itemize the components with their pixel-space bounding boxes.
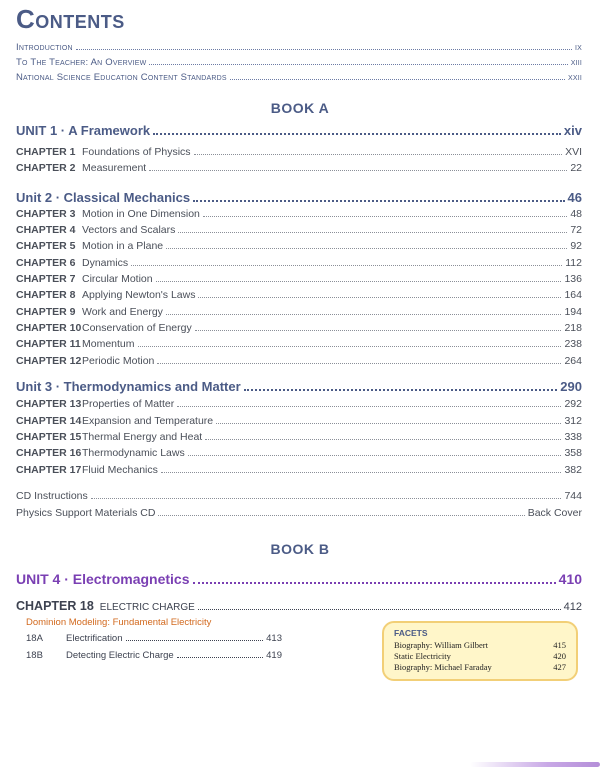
chapter-number: CHAPTER 3 — [16, 208, 76, 220]
chapter-4[interactable] — [16, 224, 582, 236]
chapter-6[interactable] — [16, 257, 582, 269]
chapter-15[interactable] — [16, 431, 582, 443]
dot-leader — [198, 609, 561, 610]
dot-leader — [91, 498, 562, 499]
toc-entry-overview[interactable] — [16, 57, 582, 68]
chapter-page: 164 — [564, 289, 582, 301]
dot-leader — [161, 472, 562, 473]
chapter-14[interactable] — [16, 415, 582, 427]
chapter-name: Thermal Energy and Heat — [82, 431, 203, 443]
chapter-number: CHAPTER 1 — [16, 146, 76, 158]
dot-leader — [149, 170, 567, 171]
dot-leader — [153, 133, 561, 135]
unit-2-heading[interactable] — [16, 190, 582, 205]
unit-page: 410 — [558, 571, 582, 587]
dot-leader — [230, 79, 565, 80]
chapter-number: CHAPTER 16 — [16, 447, 82, 459]
chapter-7[interactable] — [16, 273, 582, 285]
dot-leader — [157, 363, 561, 364]
dot-leader — [138, 346, 562, 347]
entry-page: Back Cover — [527, 507, 582, 519]
chapter-page: 338 — [564, 431, 582, 443]
chapter-number: CHAPTER 7 — [16, 273, 76, 285]
toc-entry-cd-instructions[interactable] — [16, 490, 582, 502]
chapter-13[interactable] — [16, 398, 582, 410]
chapter-name: Dynamics — [82, 257, 129, 269]
chapter-number: CHAPTER 17 — [16, 464, 82, 476]
entry-label: Physics Support Materials CD — [16, 507, 156, 519]
dot-leader — [126, 640, 264, 641]
section-page: 419 — [266, 650, 282, 661]
dot-leader — [205, 439, 561, 440]
chapter-name: Motion in One Dimension — [82, 208, 200, 220]
unit-label: UNIT 1 · A Framework — [16, 123, 151, 138]
section-page: 413 — [266, 633, 282, 644]
page-title: Contents — [16, 4, 125, 34]
chapter-name: Vectors and Scalars — [82, 224, 176, 236]
dot-leader — [131, 265, 562, 266]
dot-leader — [198, 297, 561, 298]
facet-name: Static Electricity — [394, 651, 451, 661]
chapter-page: 136 — [564, 273, 582, 285]
section-18a[interactable] — [26, 633, 282, 644]
dot-leader — [76, 49, 572, 50]
section-name: Detecting Electric Charge — [66, 650, 174, 661]
facet-page: 420 — [553, 651, 566, 661]
chapter-number: CHAPTER 18 — [16, 599, 94, 613]
chapter-page: 72 — [570, 224, 582, 236]
chapter-page: 112 — [565, 257, 582, 269]
dot-leader — [166, 314, 562, 315]
chapter-16[interactable] — [16, 447, 582, 459]
entry-page: xiii — [570, 57, 582, 68]
chapter-name: Applying Newton's Laws — [82, 289, 196, 301]
chapter-name: Work and Energy — [82, 306, 163, 318]
chapter-number: CHAPTER 15 — [16, 431, 82, 443]
dot-leader — [188, 455, 562, 456]
decorative-bar — [470, 762, 600, 767]
unit-page: 290 — [560, 379, 582, 394]
chapter-page: 218 — [564, 322, 582, 334]
section-code: 18B — [26, 650, 43, 661]
chapter-10[interactable] — [16, 322, 582, 334]
dot-leader — [177, 657, 263, 658]
chapter-page: 92 — [570, 240, 582, 252]
chapter-number: CHAPTER 10 — [16, 322, 82, 334]
section-code: 18A — [26, 633, 43, 644]
facet-item[interactable] — [394, 640, 566, 651]
chapter-number: CHAPTER 13 — [16, 398, 82, 410]
dot-leader — [149, 64, 567, 65]
chapter-page: 292 — [564, 398, 582, 410]
chapter-name: ELECTRIC CHARGE — [99, 602, 195, 613]
facet-page: 415 — [553, 640, 566, 650]
facet-page: 427 — [553, 662, 566, 672]
entry-page: ix — [574, 42, 582, 53]
section-name: Electrification — [66, 633, 123, 644]
facet-item[interactable] — [394, 651, 566, 662]
dot-leader — [244, 389, 558, 391]
chapter-number: CHAPTER 9 — [16, 306, 76, 318]
facets-box — [382, 621, 578, 681]
chapter-number: CHAPTER 12 — [16, 355, 82, 367]
toc-entry-standards[interactable] — [16, 72, 582, 83]
dot-leader — [156, 281, 562, 282]
chapter-page: 22 — [570, 162, 582, 174]
chapter-page: 358 — [564, 447, 582, 459]
entry-label: To The Teacher: An Overview — [16, 57, 147, 68]
chapter-page: 312 — [564, 415, 582, 427]
dot-leader — [193, 582, 556, 584]
dot-leader — [203, 216, 567, 217]
facet-name: Biography: William Gilbert — [394, 640, 488, 650]
chapter-name: Expansion and Temperature — [82, 415, 214, 427]
entry-label: CD Instructions — [16, 490, 88, 502]
chapter-name: Momentum — [82, 338, 135, 350]
chapter-3[interactable] — [16, 208, 582, 220]
section-18b[interactable] — [26, 650, 282, 661]
dot-leader — [194, 154, 563, 155]
chapter-page: 194 — [564, 306, 582, 318]
dot-leader — [195, 330, 562, 331]
entry-label: Introduction — [16, 42, 73, 53]
unit-3-heading[interactable] — [16, 379, 582, 394]
chapter-page: 238 — [564, 338, 582, 350]
entry-label: National Science Education Content Standards — [16, 72, 227, 83]
unit-label: Unit 3 · Thermodynamics and Matter — [16, 379, 241, 394]
chapter-name: Conservation of Energy — [82, 322, 192, 334]
modeling-note: Dominion Modeling: Fundamental Electricity — [26, 617, 212, 628]
chapter-number: CHAPTER 5 — [16, 240, 76, 252]
chapter-11[interactable] — [16, 338, 582, 350]
unit-label: Unit 2 · Classical Mechanics — [16, 190, 191, 205]
chapter-name: Thermodynamic Laws — [82, 447, 185, 459]
unit-page: xiv — [563, 123, 582, 138]
chapter-number: CHAPTER 2 — [16, 162, 76, 174]
unit-1-heading[interactable] — [16, 123, 582, 138]
chapter-page: 48 — [570, 208, 582, 220]
chapter-number: CHAPTER 8 — [16, 289, 76, 301]
facet-item[interactable] — [394, 662, 566, 673]
chapter-page: XVI — [565, 146, 582, 158]
chapter-name: Circular Motion — [82, 273, 153, 285]
dot-leader — [216, 423, 561, 424]
facets-title: FACETS — [394, 628, 428, 638]
book-a-title: BOOK A — [270, 100, 330, 116]
facet-name: Biography: Michael Faraday — [394, 662, 492, 672]
chapter-number: CHAPTER 11 — [16, 338, 81, 350]
toc-entry-introduction[interactable] — [16, 42, 582, 53]
chapter-number: CHAPTER 4 — [16, 224, 76, 236]
chapter-12[interactable] — [16, 355, 582, 367]
dot-leader — [158, 515, 524, 516]
chapter-page: 412 — [563, 601, 582, 613]
dot-leader — [178, 232, 567, 233]
chapter-name: Foundations of Physics — [82, 146, 191, 158]
chapter-1[interactable] — [16, 146, 582, 158]
book-b-title: BOOK B — [270, 541, 330, 557]
dot-leader — [166, 248, 567, 249]
chapter-5[interactable] — [16, 240, 582, 252]
chapter-page: 264 — [564, 355, 582, 367]
chapter-2[interactable] — [16, 162, 582, 174]
unit-page: 46 — [567, 190, 582, 205]
chapter-number: CHAPTER 14 — [16, 415, 82, 427]
dot-leader — [193, 200, 564, 202]
chapter-name: Fluid Mechanics — [82, 464, 158, 476]
chapter-9[interactable] — [16, 306, 582, 318]
chapter-number: CHAPTER 6 — [16, 257, 76, 269]
chapter-name: Periodic Motion — [82, 355, 155, 367]
entry-page: xxii — [567, 72, 582, 83]
chapter-8[interactable] — [16, 289, 582, 301]
chapter-name: Measurement — [82, 162, 147, 174]
chapter-18[interactable] — [16, 599, 582, 613]
chapter-name: Motion in a Plane — [82, 240, 164, 252]
dot-leader — [177, 406, 561, 407]
unit-label: UNIT 4 · Electromagnetics — [16, 571, 190, 587]
unit-4-heading[interactable] — [16, 571, 582, 587]
chapter-17[interactable] — [16, 464, 582, 476]
toc-entry-support-cd[interactable] — [16, 507, 582, 519]
chapter-page: 382 — [564, 464, 582, 476]
chapter-name: Properties of Matter — [82, 398, 175, 410]
entry-page: 744 — [564, 490, 582, 502]
